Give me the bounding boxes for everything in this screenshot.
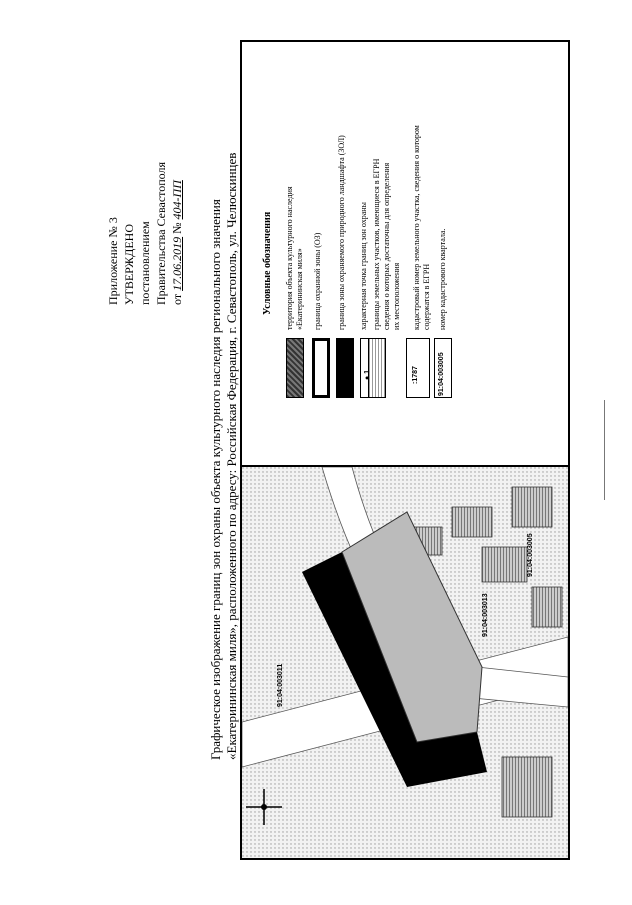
legend-label-protection: граница охранной зоны (ОЗ) [313,232,322,330]
map-label-quarter-3: 91:04:003005 [527,533,534,577]
legend-point-symbol: ● 1 [364,369,371,380]
parcel [502,757,552,817]
approved-label: УТВЕРЖДЕНО [122,223,136,305]
decree-date: 17.06.2019 [170,236,184,291]
legend-swatch-heritage [286,338,304,398]
legend-label-heritage: территория объекта культурного наследия «Екатерининская миля» [285,186,304,330]
map-label-quarter-1: 91:04:003011 [277,663,284,707]
legend-swatch-protection [312,338,330,398]
legend-title: Условные обозначения [262,211,273,315]
legend [262,55,273,455]
legend-cadastre-symbol: :1787 [412,366,419,384]
appendix-number: Приложение № 3 [106,217,120,305]
parcel [482,547,527,582]
map-area [242,467,568,858]
map-drawing [242,467,568,858]
legend-label-cadastre: кадастровый номер земельного участка, сведения о котором содержатся в ЕГРН [412,125,431,330]
government-label: Правительства Севастополя [154,161,168,305]
legend-label-parcels: границы земельных участков, имеющиеся в ЕГРН сведения о которых достаточны для определения их местоположения [372,158,401,330]
parcel [532,587,562,627]
title-line-2: «Екатерининская миля», расположенного по адресу: Российская Федерация, г. Севастополь, ул. Челюскинцев [224,152,239,760]
legend-label-point: характерная точка границ зон охраны [359,202,368,330]
decree-label: постановлением [138,221,152,305]
title-line-1: Графическое изображение границ зон охраны объекта культурного наследия регионального значения [208,199,223,760]
map-label-quarter-2: 91:04:003013 [482,593,489,637]
parcel [452,507,492,537]
document-title [208,153,240,760]
decree-number: 404-ПП [170,180,184,220]
legend-label-quarter: номер кадастрового квартала. [438,228,447,330]
legend-swatch-parcels [368,338,386,398]
scan-artifact-line [604,400,605,500]
legend-label-landscape: граница зоны охраняемого природного ландшафта (ЗОЛ) [337,135,346,330]
appendix-header [105,162,185,305]
decree-date-line: от 17.06.2019 № 404-ПП [170,180,184,305]
legend-swatch-landscape [336,338,354,398]
legend-quarter-symbol: 91:04:003005 [438,352,445,396]
parcel [512,487,552,527]
